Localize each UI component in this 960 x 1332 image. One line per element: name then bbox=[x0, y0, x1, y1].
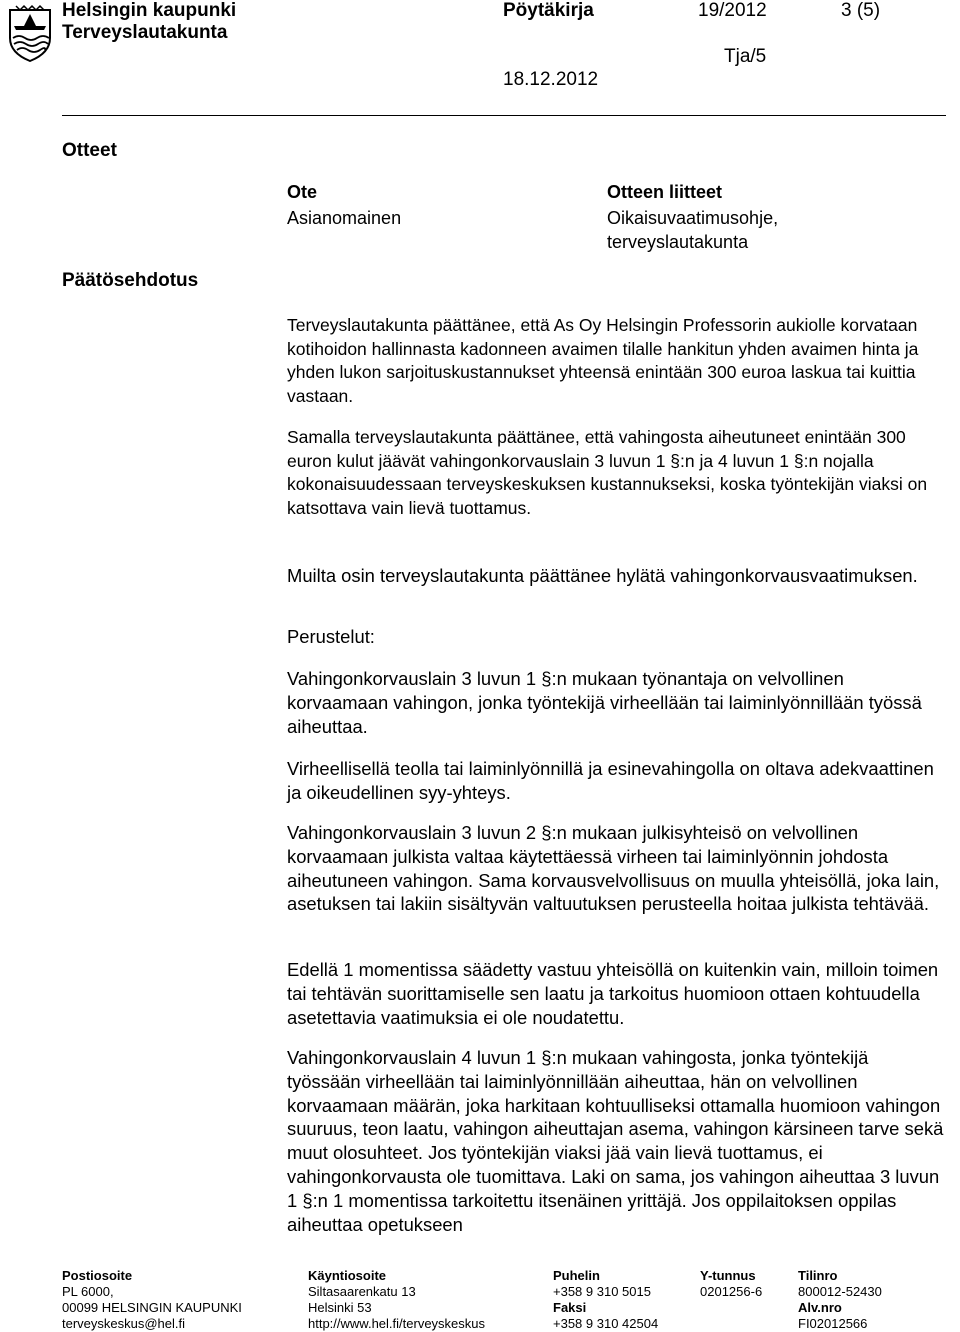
organization-name: Helsingin kaupunki bbox=[62, 0, 237, 21]
footer-account bbox=[798, 1268, 882, 1332]
footer-value: FI02012566 bbox=[798, 1316, 868, 1331]
footer-label: Käyntiosoite bbox=[308, 1268, 387, 1283]
footer-value: PL 6000, bbox=[62, 1284, 114, 1299]
footer-business-id bbox=[700, 1268, 762, 1300]
page-number: 3 (5) bbox=[841, 0, 881, 21]
helsinki-crest-logo bbox=[8, 4, 52, 62]
document-type: Pöytäkirja bbox=[503, 0, 594, 21]
justification-paragraph-2 bbox=[287, 757, 947, 805]
decision-paragraph-1 bbox=[287, 314, 947, 408]
section-reference: Tja/5 bbox=[724, 46, 767, 67]
decision-paragraph-3 bbox=[287, 564, 947, 588]
footer-label: Tilinro bbox=[798, 1268, 838, 1283]
decision-proposal-heading: Päätösehdotus bbox=[62, 270, 199, 291]
paragraph-text: Terveyslautakunta päättänee, että As Oy Helsingin Professorin aukiolle korvataan kotihoidon hallinnasta kadonneen avaimen tilalle hankitun yhden avaimen hinta ja yhden lukon sarjoituskustannukset yhteensä enintään 300 euroa laskua tai kuittia vastaan. bbox=[287, 315, 919, 406]
paragraph-text: Samalla terveyslautakunta päättänee, että vahingosta aiheutuneet enintään 300 euron kulut jäävät vahingonkorvauslain 3 luvun 1 §:n ja 4 luvun 1 §:n nojalla kokonaisuudessaan terveyskeskuksen kustannukseksi, koska työntekijän viaksi on katsottava vain lievä tuottamus. bbox=[287, 427, 928, 518]
footer-phone bbox=[553, 1268, 658, 1332]
footer-value: +358 9 310 5015 bbox=[553, 1284, 651, 1299]
paragraph-text: Virheellisellä teolla tai laiminlyönnillä ja esinevahingolla on oltava adekvaattinen ja oikeudellinen syy-yhteys. bbox=[287, 758, 934, 803]
footer-label: Postiosoite bbox=[62, 1268, 133, 1283]
paragraph-text: Edellä 1 momentissa säädetty vastuu yhteisöllä on kuitenkin vain, milloin toimen tai tehtävän suorittamiselle sen laatu ja tarkoitus huomioon ottaen kohtuudella asetettavia vaatimuksia ei ole noudatettu. bbox=[287, 959, 939, 1028]
meeting-date: 18.12.2012 bbox=[503, 69, 599, 90]
paragraph-text: Muilta osin terveyslautakunta päättänee hylätä vahingonkorvausvaatimuksen. bbox=[287, 565, 918, 586]
footer-value: 800012-52430 bbox=[798, 1284, 882, 1299]
footer-label: Y-tunnus bbox=[700, 1268, 756, 1283]
footer-label: Faksi bbox=[553, 1300, 587, 1315]
paragraph-text: Perustelut: bbox=[287, 626, 375, 647]
header-divider bbox=[62, 115, 946, 116]
justification-heading bbox=[287, 625, 947, 649]
footer-label: Alv.nro bbox=[798, 1300, 842, 1315]
extract-recipient: Asianomainen bbox=[287, 208, 402, 228]
paragraph-text: Vahingonkorvauslain 3 luvun 1 §:n mukaan työnantaja on velvollinen korvaamaan vahingon, jonka työntekijä virheellään tai laiminlyönnillään työssä aiheuttaa. bbox=[287, 668, 922, 737]
justification-paragraph-5 bbox=[287, 1046, 947, 1236]
extract-attachments-title: Otteen liitteet bbox=[607, 182, 723, 202]
footer-postal-address bbox=[62, 1268, 242, 1332]
footer-label: Puhelin bbox=[553, 1268, 600, 1283]
extract-attachment-line2: terveyslautakunta bbox=[607, 232, 749, 252]
justification-paragraph-4 bbox=[287, 958, 947, 1029]
paragraph-text: Vahingonkorvauslain 3 luvun 2 §:n mukaan julkisyhteisö on velvollinen korvaamaan julkista valtaa käytettäessä virheen tai laiminlyönnin johdosta aiheutuneen vahingon. Sama korvausvelvollisuus on muulla yhteisöllä, joka lain, asetuksen tai lakiin sisältyvän valtuutuksen perusteella hoitaa julkista tehtävää. bbox=[287, 822, 940, 915]
footer-email-link[interactable]: terveyskeskus@hel.fi bbox=[62, 1316, 186, 1331]
footer-value: Siltasaarenkatu 13 bbox=[308, 1284, 416, 1299]
decision-paragraph-2 bbox=[287, 426, 947, 520]
extract-attachment-line1: Oikaisuvaatimusohje, bbox=[607, 208, 779, 228]
board-name: Terveyslautakunta bbox=[62, 22, 228, 43]
justification-paragraph-3 bbox=[287, 821, 947, 916]
paragraph-text: Vahingonkorvauslain 4 luvun 1 §:n mukaan vahingosta, jonka työntekijä työssään virheellään tai laiminlyönnillään aiheuttaa, hän on velvollinen korvaamaan määrän, joka harkitaan kohtuulliseksi ottamalla huomioon vahingon suuruus, teon laatu, vahingon aiheuttajan asema, vahingon kärsineen tarve sekä muut olosuhteet. Jos työntekijän viaksi jää vain lievä tuottamus, ei vahingonkorvausta ole tuomittava. Laki on sama, jos vahingon aiheuttaa 3 luvun 1 §:n 1 momentissa tarkoitettu itsenäinen yrittäjä. Jos oppilaitoksen oppilas aiheuttaa opetukseen bbox=[287, 1047, 944, 1235]
otteet-heading: Otteet bbox=[62, 140, 117, 161]
document-number: 19/2012 bbox=[698, 0, 767, 21]
footer-value: 00099 HELSINGIN KAUPUNKI bbox=[62, 1300, 242, 1315]
footer-value: 0201256-6 bbox=[700, 1284, 763, 1299]
footer-value: Helsinki 53 bbox=[308, 1300, 372, 1315]
extract-title: Ote bbox=[287, 182, 318, 202]
footer-visiting-address bbox=[308, 1268, 485, 1332]
footer-website-link[interactable]: http://www.hel.fi/terveyskeskus bbox=[308, 1316, 486, 1331]
justification-paragraph-1 bbox=[287, 667, 947, 738]
footer-value: +358 9 310 42504 bbox=[553, 1316, 659, 1331]
